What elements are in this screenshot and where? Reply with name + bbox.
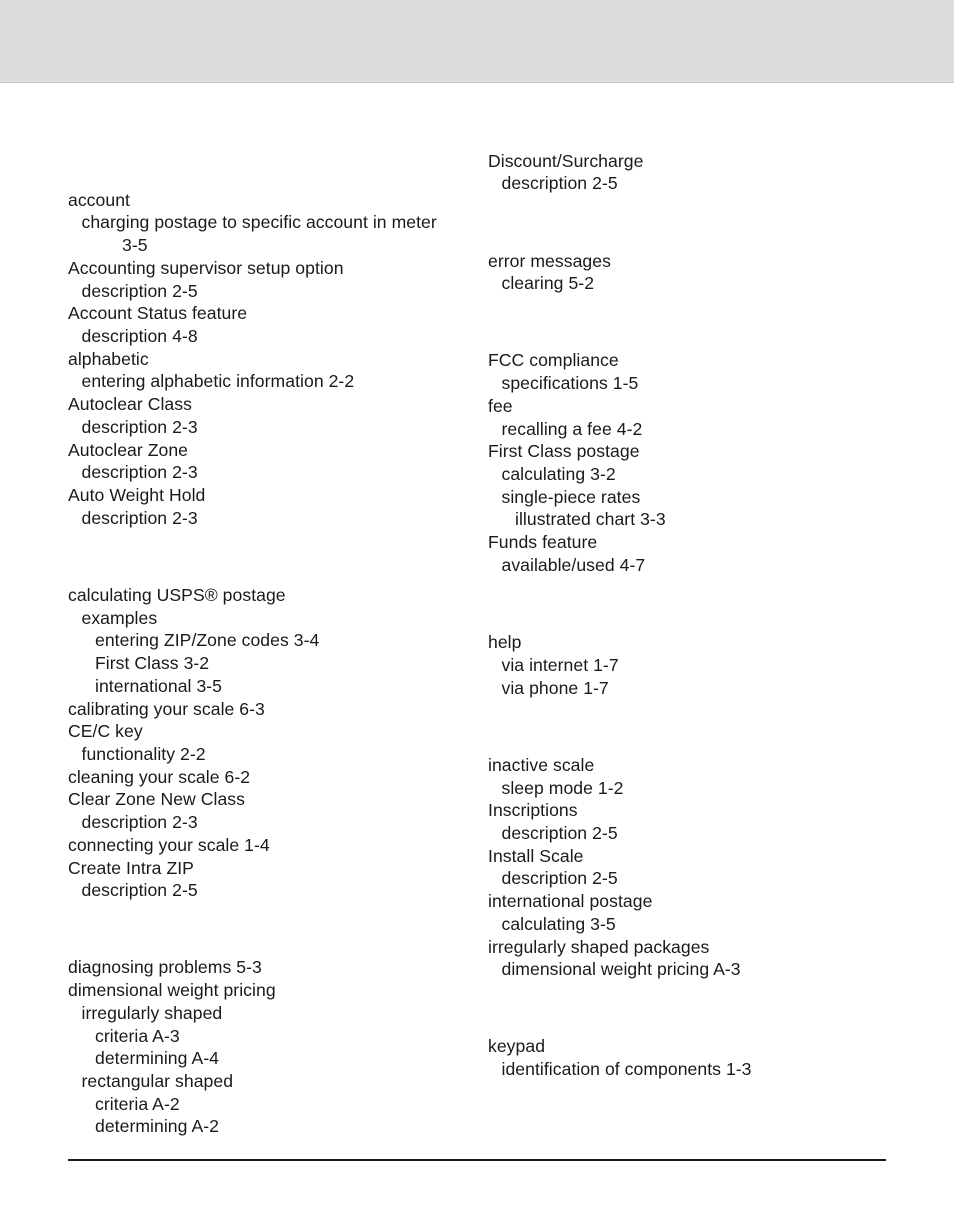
- index-term: fee: [488, 396, 513, 416]
- index-subterm: specifications 1-5: [501, 373, 639, 393]
- index-subterm: description 2-5: [501, 868, 618, 888]
- index-subterm: description 2-5: [501, 823, 618, 843]
- index-subterm: calculating 3-5: [501, 914, 616, 934]
- index-term: Install Scale: [488, 846, 584, 866]
- index-subterm: dimensional weight pricing A-3: [501, 959, 741, 979]
- index-subterm: entering alphabetic information 2-2: [81, 371, 355, 391]
- index-subterm: description 2-3: [81, 812, 198, 832]
- index-term: cleaning your scale 6-2: [68, 767, 251, 787]
- index-term: Accounting supervisor setup option: [68, 258, 344, 278]
- page-header-band: [0, 0, 954, 83]
- index-subterm: single-piece rates: [501, 487, 641, 507]
- index-subterm: examples: [81, 608, 158, 628]
- index-term: Inscriptions: [488, 800, 578, 820]
- index-subsubterm: criteria A-2: [95, 1094, 180, 1114]
- index-term: diagnosing problems 5-3: [68, 957, 262, 977]
- index-term: account: [68, 190, 130, 210]
- index-subterm: identification of components 1-3: [501, 1059, 752, 1079]
- index-subterm: description 2-3: [81, 508, 198, 528]
- index-term: international postage: [488, 891, 653, 911]
- index-subsubterm: entering ZIP/Zone codes 3-4: [95, 630, 320, 650]
- index-term: First Class postage: [488, 441, 640, 461]
- footer-rule: [68, 1159, 886, 1161]
- index-term: Clear Zone New Class: [68, 789, 245, 809]
- index-subterm: description 2-3: [81, 417, 198, 437]
- index-subterm: via internet 1-7: [501, 655, 619, 675]
- index-subterm: clearing 5-2: [501, 273, 595, 293]
- index-subterm: calculating 3-2: [501, 464, 616, 484]
- index-term: Account Status feature: [68, 303, 248, 323]
- index-term: alphabetic: [68, 349, 149, 369]
- index-subterm: description 2-5: [501, 173, 618, 193]
- index-term: Funds feature: [488, 532, 598, 552]
- index-subterm: sleep mode 1-2: [501, 778, 624, 798]
- index-term: CE/C key: [68, 721, 143, 741]
- index-term: Autoclear Class: [68, 394, 192, 414]
- index-subterm: description 2-3: [81, 462, 198, 482]
- index-term: dimensional weight pricing: [68, 980, 276, 1000]
- index-subsubterm: international 3-5: [95, 676, 223, 696]
- index-subterm: description 2-5: [81, 281, 198, 301]
- index-term: error messages: [488, 251, 611, 271]
- index-subterm: available/used 4-7: [501, 555, 646, 575]
- index-term: irregularly shaped packages: [488, 937, 710, 957]
- index-subterm: charging postage to specific account in meter: [81, 212, 437, 232]
- index-term: inactive scale: [488, 755, 595, 775]
- index-subterm: recalling a fee 4-2: [501, 419, 643, 439]
- index-subterm: rectangular shaped: [81, 1071, 234, 1091]
- index-term: connecting your scale 1-4: [68, 835, 270, 855]
- index-term: Discount/Surcharge: [488, 151, 644, 171]
- index-term: calculating USPS® postage: [68, 585, 286, 605]
- index-subterm: description 2-5: [81, 880, 198, 900]
- index-subsubterm: determining A-2: [95, 1116, 219, 1136]
- index-term: Auto Weight Hold: [68, 485, 206, 505]
- index-subsubterm: First Class 3-2: [95, 653, 210, 673]
- index-subsubterm: criteria A-3: [95, 1026, 180, 1046]
- index-term: FCC compliance: [488, 350, 619, 370]
- index-subsubterm: determining A-4: [95, 1048, 219, 1068]
- index-term: Autoclear Zone: [68, 440, 189, 460]
- index-term: calibrating your scale 6-3: [68, 699, 265, 719]
- index-subterm: functionality 2-2: [81, 744, 206, 764]
- index-term: Create Intra ZIP: [68, 858, 194, 878]
- index-term: keypad: [488, 1036, 546, 1056]
- index-subterm: via phone 1-7: [501, 678, 609, 698]
- index-subterm: irregularly shaped: [81, 1003, 223, 1023]
- index-subterm: description 4-8: [81, 326, 198, 346]
- index-page-ref: 3-5: [122, 235, 148, 255]
- index-subsubterm: illustrated chart 3-3: [515, 509, 666, 529]
- index-term: help: [488, 632, 522, 652]
